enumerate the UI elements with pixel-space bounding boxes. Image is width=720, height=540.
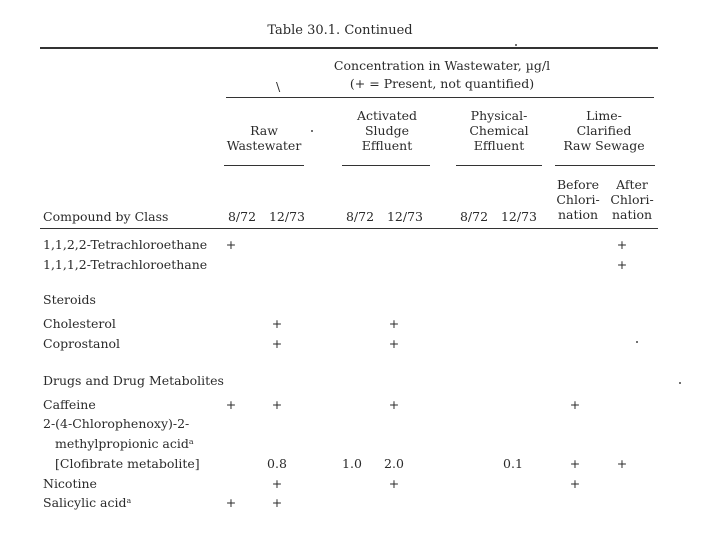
group-header-lime-clarified: Lime- Clarified Raw Sewage [563, 108, 645, 153]
cell-lime-after: + [616, 257, 628, 272]
row-label: 1,1,2,2-Tetrachloroethane [43, 237, 208, 252]
date-header: 12/73 [268, 209, 306, 224]
row-label: methylpropionic acidᵃ [55, 436, 194, 451]
group-header-physical-chemical: Physical- Chemical Effluent [469, 108, 529, 153]
row-label: 1,1,1,2-Tetrachloroethane [43, 257, 208, 272]
row-label: Drugs and Drug Metabolites [43, 373, 224, 388]
scan-speck [679, 382, 681, 384]
row-label: Steroids [43, 292, 96, 307]
row-label: Salicylic acidᵃ [43, 495, 132, 510]
group-rule-lime [555, 165, 655, 166]
date-header: 8/72 [227, 209, 257, 224]
row-label: [Clofibrate metabolite] [55, 456, 200, 471]
group-rule-raw [224, 165, 304, 166]
group-rule-activated [342, 165, 430, 166]
concentration-subheader: (+ = Present, not quantified) [349, 76, 535, 91]
scan-speck [311, 130, 313, 132]
cell-raw-8-72: + [225, 237, 237, 252]
cell-sludge-12-73: + [388, 316, 400, 331]
cell-physchem-12-73: 0.1 [503, 456, 523, 471]
cell-lime-before: + [569, 397, 581, 412]
date-header: 12/73 [386, 209, 424, 224]
scan-speck [636, 341, 638, 343]
cell-sludge-8-72: 1.0 [342, 456, 362, 471]
concentration-header: Concentration in Wastewater, µg/l [333, 58, 551, 73]
group-rule-physical [456, 165, 542, 166]
cell-raw-12-73: + [271, 476, 283, 491]
cell-sludge-12-73: + [388, 476, 400, 491]
date-header: 12/73 [500, 209, 538, 224]
cell-sludge-12-73: + [388, 397, 400, 412]
spanner-rule [226, 97, 654, 98]
table-title: Table 30.1. Continued [267, 23, 413, 38]
row-label: Coprostanol [43, 336, 121, 351]
date-header: 8/72 [345, 209, 375, 224]
subheader-before-chlorination: Before Chlori- nation [556, 177, 600, 222]
scan-speck [515, 44, 517, 46]
subheader-after-chlorination: After Chlori- nation [610, 177, 654, 222]
row-label: 2-(4-Chlorophenoxy)-2- [43, 416, 190, 431]
cell-raw-12-73: 0.8 [267, 456, 287, 471]
cell-sludge-12-73: + [388, 336, 400, 351]
cell-raw-8-72: + [225, 495, 237, 510]
cell-raw-12-73: + [271, 316, 283, 331]
header-bottom-rule [40, 228, 658, 229]
group-header-raw-wastewater: Raw Wastewater [226, 123, 302, 153]
cell-raw-8-72: + [225, 397, 237, 412]
cell-raw-12-73: + [271, 397, 283, 412]
group-header-activated-sludge: Activated Sludge Effluent [357, 108, 417, 153]
cell-raw-12-73: + [271, 495, 283, 510]
cell-lime-before: + [569, 456, 581, 471]
date-header: 8/72 [459, 209, 489, 224]
top-rule [40, 47, 658, 49]
cell-lime-after: + [616, 456, 628, 471]
cell-sludge-12-73: 2.0 [384, 456, 404, 471]
cell-lime-after: + [616, 237, 628, 252]
row-label: Cholesterol [43, 316, 116, 331]
cell-lime-before: + [569, 476, 581, 491]
row-label: Caffeine [43, 397, 96, 412]
cell-raw-12-73: + [271, 336, 283, 351]
stub-header: Compound by Class [43, 209, 169, 224]
stray-mark: \ [276, 79, 281, 94]
row-label: Nicotine [43, 476, 97, 491]
